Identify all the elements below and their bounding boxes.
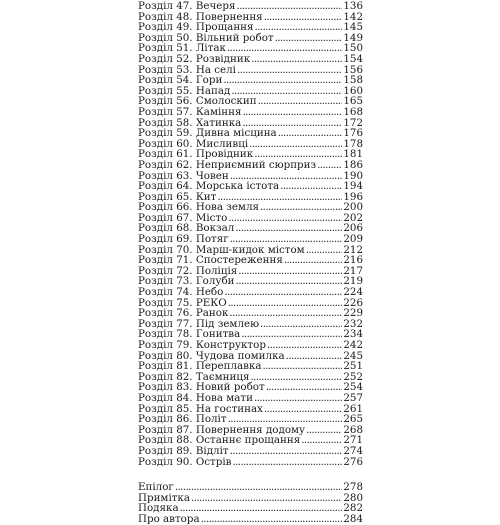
dot-leader — [249, 139, 342, 150]
toc-entry — [138, 457, 363, 468]
toc-entry-page-number: 219 — [343, 275, 363, 288]
toc-entry-page-number: 271 — [343, 434, 363, 447]
toc-entry — [138, 1, 363, 12]
toc-entry-title: Розділ 51. Літак — [138, 42, 226, 55]
toc-entry — [138, 393, 363, 404]
toc-entry-page-number: 186 — [343, 158, 363, 171]
toc-entry-title: Розділ 86. Політ — [138, 413, 227, 426]
toc-entry-title: Розділ 80. Чудова помилка — [138, 349, 285, 362]
dot-leader — [263, 361, 343, 372]
dot-leader — [266, 382, 343, 393]
dot-leader — [260, 202, 342, 213]
toc-entry-title: Епілог — [138, 481, 174, 494]
toc-entry-title: Примітка — [138, 491, 191, 504]
toc-entry-title: Розділ 78. Гонитва — [138, 328, 241, 341]
toc-entry-page-number: 196 — [343, 190, 363, 203]
dot-leader — [201, 514, 343, 525]
toc-entry-page-number: 278 — [343, 481, 363, 494]
toc-entry-title: Розділ 59. Дивна місцина — [138, 127, 277, 140]
toc-entry-title: Розділ 75. РЕКО — [138, 296, 227, 309]
toc-entry-page-number: 209 — [343, 233, 363, 246]
toc-entry-title: Розділ 79. Конструктор — [138, 339, 266, 351]
toc-entry-page-number: 242 — [343, 339, 363, 351]
toc-entry-page-number: 212 — [343, 243, 363, 256]
toc-entry-title: Розділ 54. Гори — [138, 74, 223, 87]
toc-entry-page-number: 226 — [343, 296, 363, 309]
toc-entry-title: Розділ 64. Морська істота — [138, 180, 280, 193]
dot-leader — [301, 435, 342, 446]
toc-entry-page-number: 149 — [343, 31, 363, 44]
dot-leader — [251, 54, 342, 65]
toc-entry-title: Розділ 50. Вільний робот — [138, 31, 274, 44]
toc-entry — [138, 514, 363, 525]
toc-entry — [138, 107, 363, 118]
dot-leader — [223, 75, 342, 86]
toc-entry-page-number: 268 — [343, 423, 363, 436]
toc-entry-page-number: 154 — [343, 52, 363, 65]
toc-entry-page-number: 142 — [343, 10, 363, 23]
dot-leader — [280, 181, 342, 192]
toc-entry-page-number: 202 — [343, 211, 363, 224]
toc-entry-title: Розділ 84. Нова мати — [138, 391, 253, 404]
toc-entry-title: Розділ 57. Каміння — [138, 105, 242, 118]
dot-leader — [278, 128, 343, 139]
dot-leader — [228, 213, 342, 224]
toc-entry-title: Розділ 83. Новий робот — [138, 381, 265, 394]
toc-entry-page-number: 282 — [343, 502, 363, 515]
dot-leader — [232, 457, 342, 468]
toc-entry-page-number: 261 — [343, 402, 363, 415]
dot-leader — [191, 493, 342, 504]
toc-entry-title: Розділ 58. Хатинка — [138, 116, 242, 129]
toc-entry-page-number: 206 — [343, 222, 363, 235]
toc-entry-page-number: 165 — [343, 95, 363, 108]
toc-entry-title: Розділ 65. Кит — [138, 190, 217, 203]
dot-leader — [267, 340, 342, 351]
toc-entry-page-number: 158 — [343, 74, 363, 87]
toc-entry — [138, 340, 363, 351]
toc-entry-title: Розділ 85. На гостинах — [138, 402, 263, 415]
dot-leader — [175, 482, 343, 493]
toc-entry-page-number: 232 — [343, 317, 363, 330]
toc-entry-page-number: 229 — [343, 307, 363, 320]
table-of-contents — [138, 1, 363, 525]
toc-entry-page-number: 181 — [343, 148, 363, 161]
toc-entry-page-number: 254 — [343, 381, 363, 394]
toc-entry-title: Розділ 56. Смолоскип — [138, 95, 257, 108]
toc-entry-title: Розділ 81. Переплавка — [138, 360, 262, 373]
dot-leader — [230, 446, 343, 457]
toc-entry-page-number: 234 — [343, 328, 363, 341]
toc-entry-title: Розділ 47. Вечеря — [138, 0, 236, 12]
toc-entry-page-number: 145 — [343, 21, 363, 34]
dot-leader — [306, 245, 343, 256]
toc-entry-page-number: 150 — [343, 42, 363, 55]
toc-entry-page-number: 265 — [343, 413, 363, 426]
toc-entry-title: Розділ 88. Останнє прощання — [138, 434, 301, 447]
toc-entry-title: Розділ 71. Спостереження — [138, 254, 283, 267]
dot-leader — [236, 276, 343, 287]
toc-entry-title: Розділ 69. Потяг — [138, 233, 229, 246]
toc-entry-page-number: 274 — [343, 444, 363, 457]
dot-leader — [258, 96, 343, 107]
dot-leader — [260, 319, 342, 330]
toc-entry-page-number: 190 — [343, 169, 363, 182]
dot-leader — [284, 255, 343, 266]
toc-entry-page-number: 156 — [343, 63, 363, 76]
toc-entry — [138, 493, 363, 504]
toc-entry-title: Розділ 61. Провідник — [138, 148, 254, 161]
toc-entry-title: Розділ 90. Острів — [138, 455, 232, 468]
chapter-list — [138, 1, 363, 467]
toc-entry-title: Розділ 74. Небо — [138, 286, 224, 299]
toc-entry-title: Розділ 87. Повернення додому — [138, 423, 306, 436]
toc-entry-title: Розділ 53. На селі — [138, 63, 236, 76]
toc-entry-title: Розділ 49. Прощання — [138, 21, 254, 34]
dot-leader — [254, 393, 342, 404]
toc-entry-title: Розділ 77. Під землею — [138, 317, 260, 330]
toc-entry-page-number: 178 — [343, 137, 363, 150]
dot-leader — [235, 223, 342, 234]
dot-leader — [237, 1, 343, 12]
toc-entry-title: Розділ 52. Розвідник — [138, 52, 251, 65]
dot-leader — [238, 266, 342, 277]
dot-leader — [286, 351, 343, 362]
toc-entry-title: Розділ 73. Голуби — [138, 275, 235, 288]
toc-entry-page-number: 136 — [343, 0, 363, 12]
dot-leader — [228, 298, 343, 309]
dot-leader — [242, 107, 342, 118]
toc-entry-page-number: 252 — [343, 370, 363, 383]
toc-entry — [138, 446, 363, 457]
toc-entry-title: Розділ 89. Відліт — [138, 444, 229, 457]
toc-entry-page-number: 216 — [343, 254, 363, 267]
dot-leader — [275, 33, 343, 44]
dot-leader — [306, 425, 342, 436]
toc-entry-page-number: 200 — [343, 201, 363, 214]
toc-entry-page-number: 284 — [343, 512, 363, 525]
toc-entry-title: Подяка — [138, 502, 179, 515]
toc-entry-page-number: 280 — [343, 491, 363, 504]
dot-leader — [180, 503, 343, 514]
toc-entry-page-number: 176 — [343, 127, 363, 140]
dot-leader — [224, 287, 342, 298]
toc-entry-title: Розділ 82. Таємниця — [138, 370, 250, 383]
toc-entry-title: Розділ 72. Поліція — [138, 264, 238, 277]
dot-leader — [264, 12, 343, 23]
dot-leader — [264, 404, 342, 415]
toc-entry-title: Розділ 55. Напад — [138, 84, 231, 97]
toc-entry-title: Розділ 62. Неприємний сюрприз — [138, 158, 317, 171]
toc-entry-title: Про автора — [138, 512, 200, 525]
toc-entry-title: Розділ 76. Ранок — [138, 307, 229, 320]
toc-entry-page-number: 168 — [343, 105, 363, 118]
dot-leader — [237, 65, 342, 76]
toc-entry-title: Розділ 68. Вокзал — [138, 222, 235, 235]
toc-entry-page-number: 251 — [343, 360, 363, 373]
toc-entry-title: Розділ 48. Повернення — [138, 10, 263, 23]
toc-entry-title: Розділ 70. Марш-кидок містом — [138, 243, 305, 256]
toc-entry-title: Розділ 66. Нова земля — [138, 201, 259, 214]
toc-entry — [138, 160, 363, 171]
toc-entry-title: Розділ 67. Місто — [138, 211, 228, 224]
toc-entry-page-number: 276 — [343, 455, 363, 468]
toc-entry — [138, 54, 363, 65]
toc-entry-page-number: 160 — [343, 84, 363, 97]
toc-entry-page-number: 194 — [343, 180, 363, 193]
toc-entry-page-number: 217 — [343, 264, 363, 277]
section-gap — [138, 467, 363, 482]
toc-entry-page-number: 245 — [343, 349, 363, 362]
toc-entry-title: Розділ 63. Човен — [138, 169, 229, 182]
toc-entry — [138, 503, 363, 514]
toc-entry-page-number: 172 — [343, 116, 363, 129]
toc-entry-page-number: 224 — [343, 286, 363, 299]
toc-entry-page-number: 257 — [343, 391, 363, 404]
toc-entry-title: Розділ 60. Мисливці — [138, 137, 249, 150]
back-matter-list — [138, 482, 363, 524]
dot-leader — [317, 160, 342, 171]
